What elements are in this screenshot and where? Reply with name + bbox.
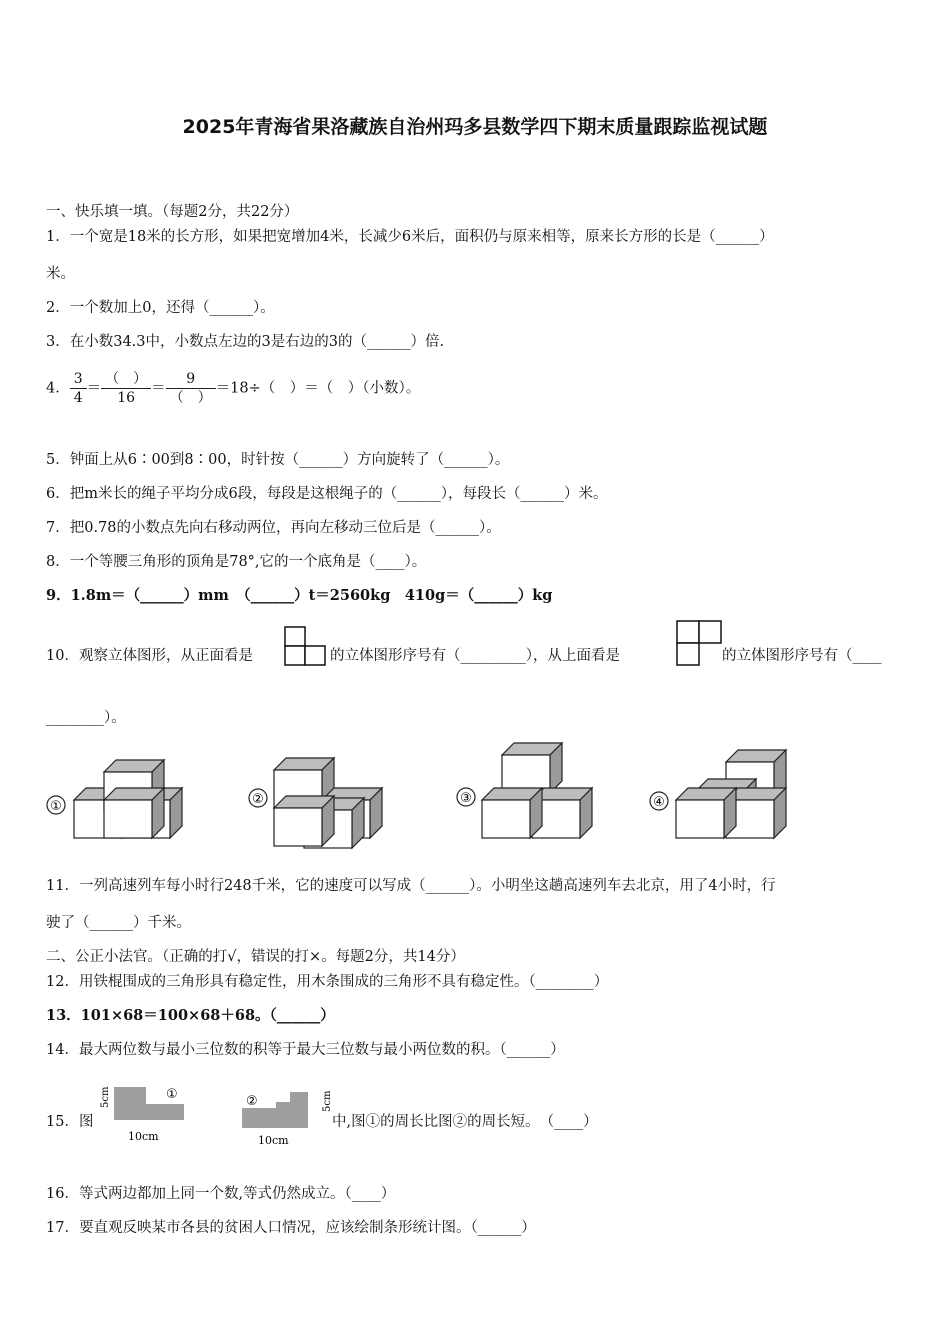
question-1-line-1: 1．一个宽是18米的长方形，如果把宽增加4米，长减少6米后，面积仍与原来相等，原来长方形的长是（______） <box>46 229 774 245</box>
question-3: 3．在小数34.3中，小数点左边的3是右边的3的（______）倍. <box>46 334 445 350</box>
cube-figures <box>0 735 950 850</box>
figure-1 <box>74 760 182 838</box>
question-12: 12．用铁棍围成的三角形具有稳定性，用木条围成的三角形不具有稳定性。（________） <box>46 974 609 990</box>
figure-1-width-label: 10cm <box>128 1130 159 1143</box>
question-15-part-b: 中,图①的周长比图②的周长短。 （____） <box>332 1114 598 1130</box>
fraction-numerator: （ ） <box>101 370 151 389</box>
question-8: 8．一个等腰三角形的顶角是78°,它的一个底角是（____）。 <box>46 554 427 570</box>
fraction-denominator: 16 <box>117 390 136 406</box>
question-9: 9．1.8m＝（______）mm （______）t＝2560kg 410g＝（______）kg <box>46 587 553 604</box>
question-2: 2．一个数加上0，还得（______）。 <box>46 300 275 316</box>
equals-sign: ＝ <box>86 380 102 397</box>
figure-2-height-label: 5cm <box>322 1090 333 1112</box>
figure-2-width-label: 10cm <box>258 1134 289 1147</box>
question-10-part-a: 10．观察立体图形，从正面看是 <box>46 648 253 664</box>
question-14: 14．最大两位数与最小三位数的积等于最大三位数与最小两位数的积。（______） <box>46 1042 565 1058</box>
question-10-part-b: 的立体图形序号有（_________），从上面看是 <box>330 648 620 664</box>
question-5: 5．钟面上从6∶00到8∶00，时针按（______）方向旋转了（______）。 <box>46 452 510 468</box>
question-4-number: 4． <box>46 380 70 397</box>
question-16: 16．等式两边都加上同一个数,等式仍然成立。（____） <box>46 1186 396 1202</box>
question-6: 6．把m米长的绳子平均分成6段，每段是这根绳子的（______），每段长（______）米。 <box>46 486 608 502</box>
question-10-part-c: 的立体图形序号有（____ <box>722 648 882 664</box>
section-2-heading: 二、公正小法官。（正确的打√，错误的打×。每题2分，共14分） <box>46 949 465 965</box>
question-4 <box>46 370 420 407</box>
question-17: 17．要直观反映某市各县的贫困人口情况，应该绘制条形统计图。（______） <box>46 1220 536 1236</box>
question-11-line-2: 驶了（______）千米。 <box>46 915 191 931</box>
fraction-3-4 <box>70 370 87 407</box>
perimeter-figure-1 <box>96 1084 206 1148</box>
perimeter-figure-2 <box>236 1084 336 1150</box>
fraction-denominator: 4 <box>73 390 83 406</box>
top-view-shape <box>676 620 722 666</box>
question-11-line-1: 11．一列高速列车每小时行248千米，它的速度可以写成（______）。小明坐这趟高速列车去北京，用了4小时，行 <box>46 878 776 894</box>
figure-2-marker: ② <box>246 1094 258 1109</box>
question-1-line-2: 米。 <box>46 266 75 282</box>
question-15-part-a: 15．图 <box>46 1114 94 1130</box>
section-1-heading: 一、快乐填一填。（每题2分，共22分） <box>46 204 299 220</box>
fraction-denominator: （ ） <box>169 390 212 406</box>
question-13: 13．101×68＝100×68＋68。（______） <box>46 1007 335 1024</box>
fraction-9-blank <box>166 370 216 407</box>
figure-2-label: ② <box>252 792 264 807</box>
question-7: 7．把0.78的小数点先向右移动两位，再向左移动三位后是（______）。 <box>46 520 501 536</box>
fraction-numerator: 9 <box>166 370 216 389</box>
figure-4 <box>676 750 786 838</box>
question-10-part-d: ________）。 <box>46 710 126 726</box>
equals-sign: ＝ <box>151 380 166 397</box>
figure-2 <box>274 758 382 848</box>
fraction-numerator: 3 <box>70 370 87 389</box>
fraction-blank-16 <box>101 370 151 407</box>
figure-4-label: ④ <box>653 795 665 810</box>
figure-1-marker: ① <box>166 1087 178 1102</box>
figure-3 <box>482 743 592 838</box>
question-4-rest: ＝18÷（ ）＝（ ）（小数）。 <box>215 380 421 397</box>
page-title: 2025年青海省果洛藏族自治州玛多县数学四下期末质量跟踪监视试题 <box>182 116 768 138</box>
figure-1-label: ① <box>50 799 62 814</box>
figure-1-height-label: 5cm <box>100 1086 111 1108</box>
front-view-shape <box>284 626 326 666</box>
figure-3-label: ③ <box>460 791 472 806</box>
